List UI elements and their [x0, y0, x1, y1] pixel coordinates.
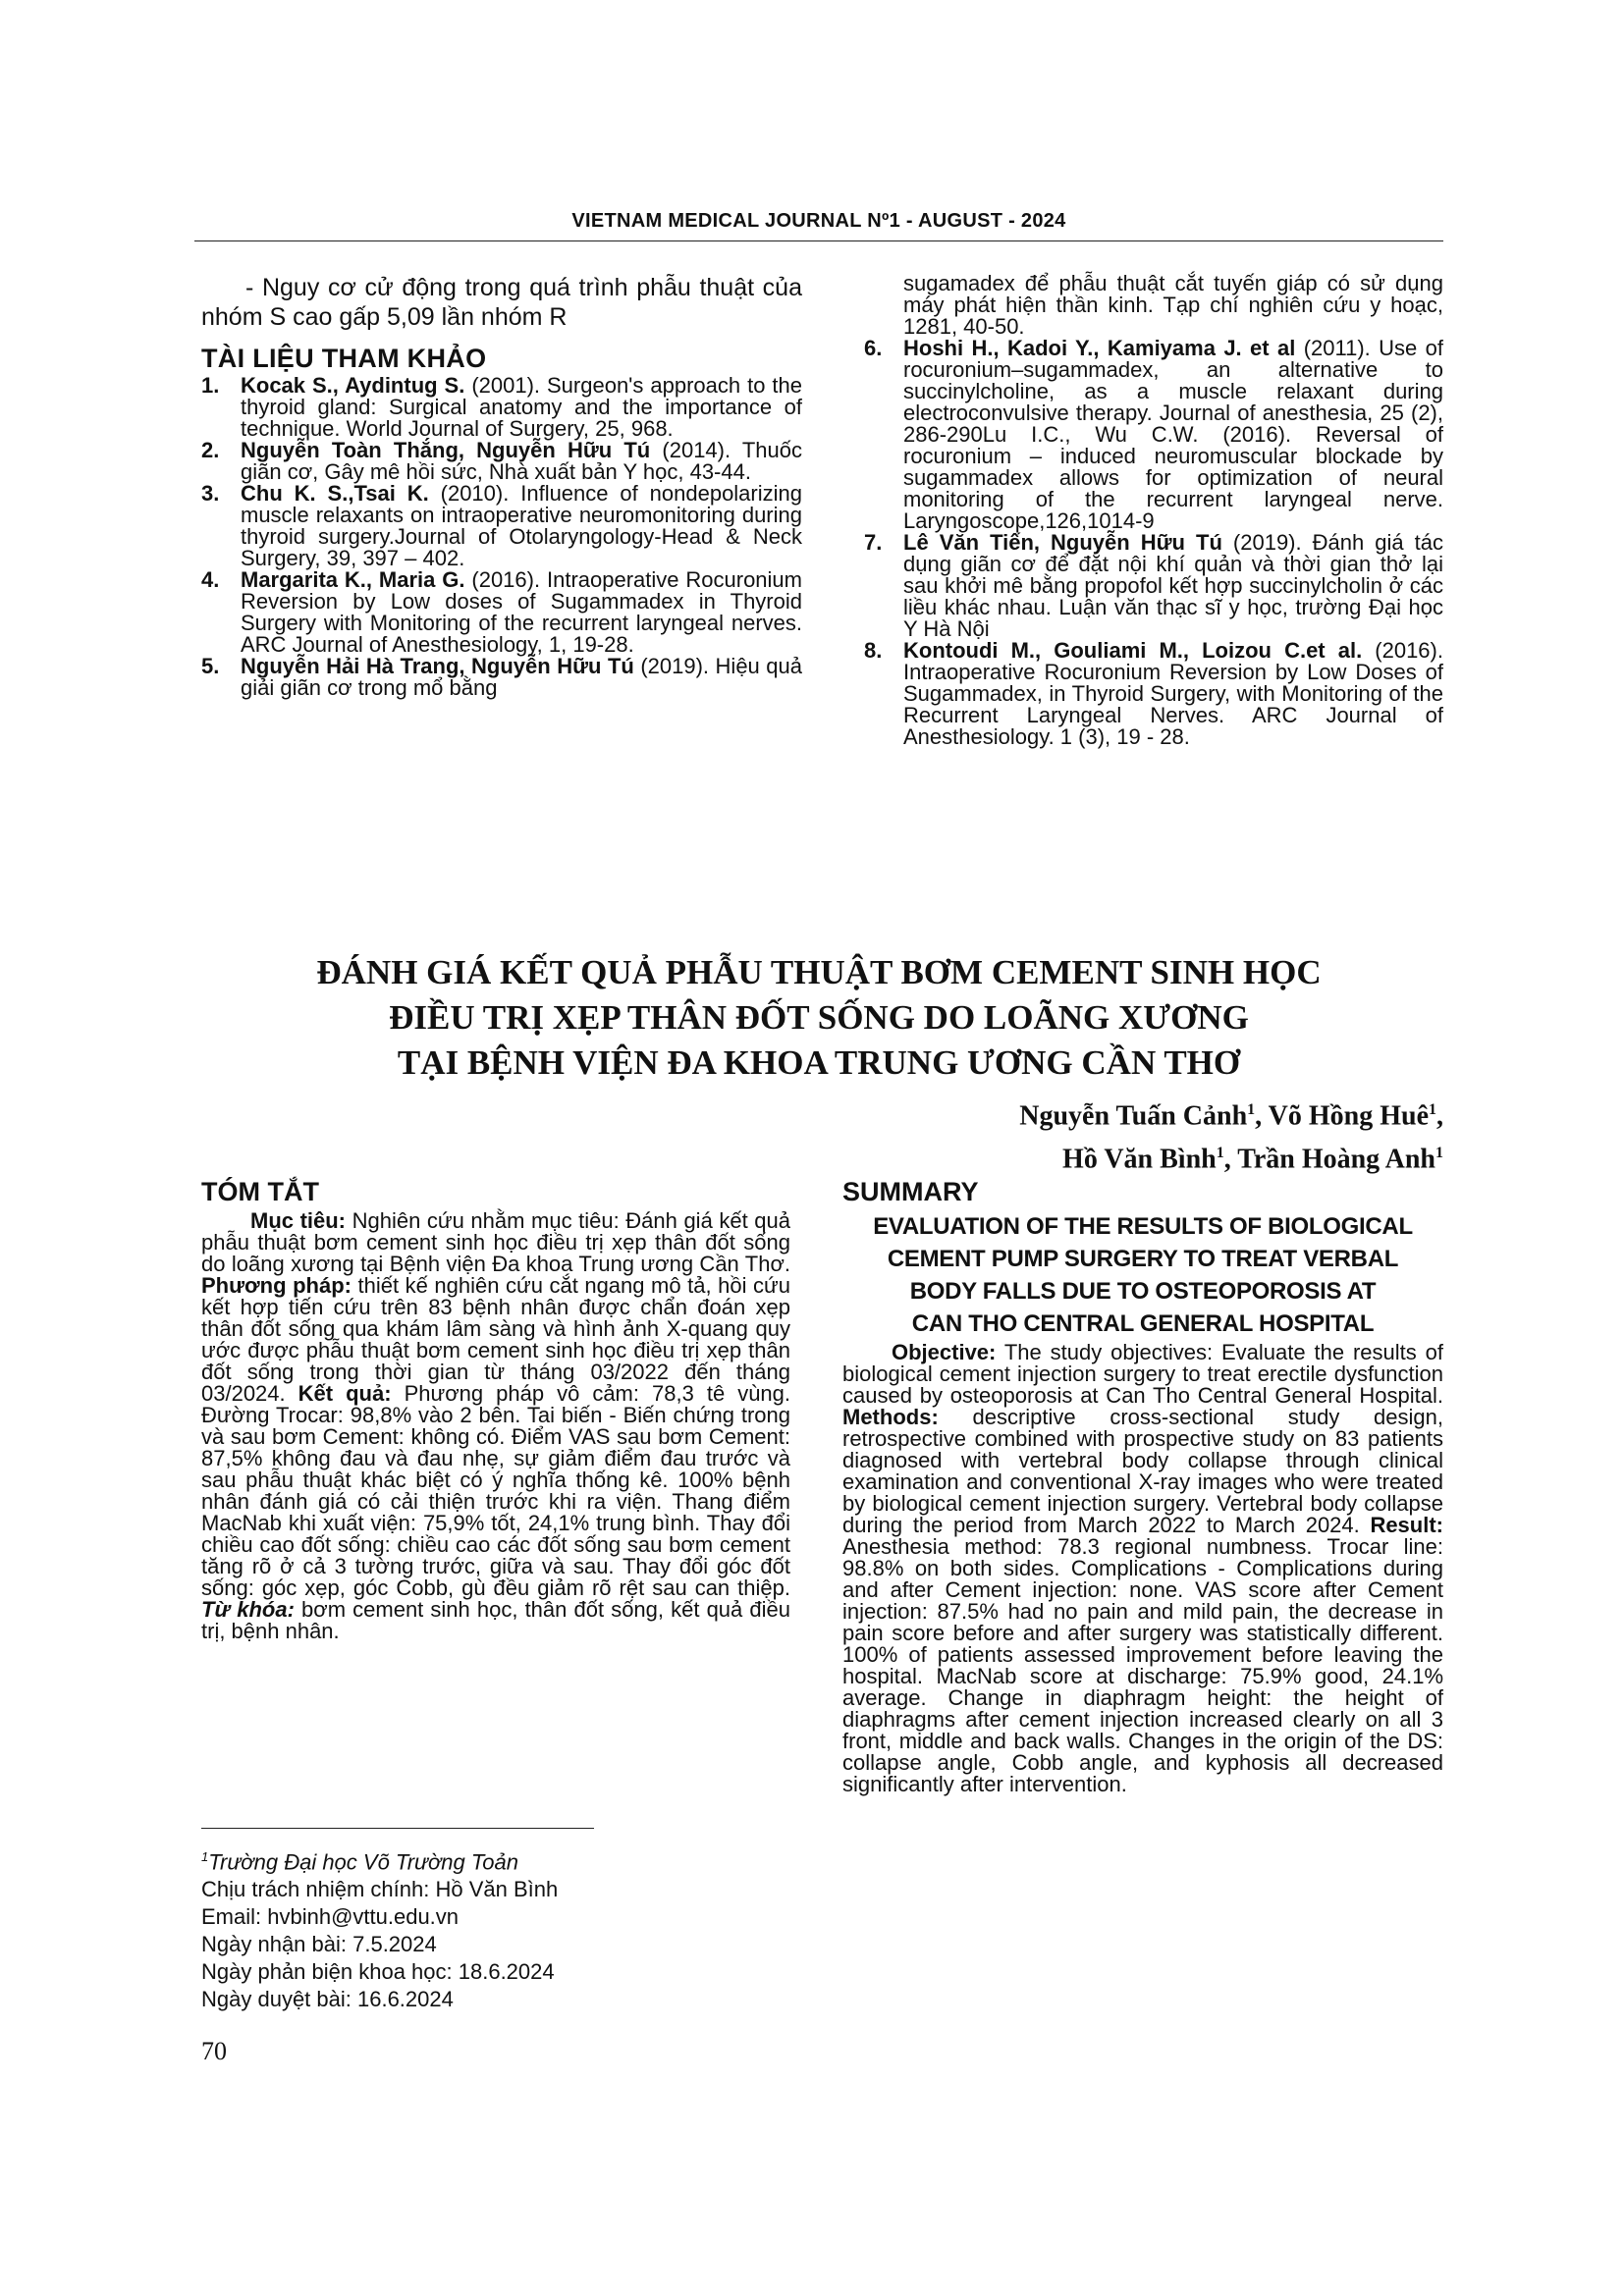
summary-en-title-line: EVALUATION OF THE RESULTS OF BIOLOGICAL: [873, 1213, 1413, 1240]
reference-text: (2016). Intraoperative Rocuronium Reversion by Low doses of Sugammadex in Thyroid Surgery with Monitoring of the recurrent laryngeal nerves. ARC Journal of Anesthesiology, 1, 19-28.: [241, 567, 802, 657]
conclusion-line: - Nguy cơ cử động trong quá trình phẫu thuật của nhóm S cao gấp 5,09 lần nhóm R: [201, 274, 802, 331]
article-title: [194, 950, 1443, 1086]
reference-authors: Nguyễn Hải Hà Trang, Nguyễn Hữu Tú: [241, 654, 634, 678]
reference-continuation: sugamadex để phẫu thuật cắt tuyến giáp có sử dụng máy phát hiện thần kinh. Tạp chí nghiên cứu y hoạc, 1281, 40-50.: [903, 271, 1443, 339]
reference-authors: Margarita K., Maria G.: [241, 567, 465, 592]
reference-number: 5.: [201, 654, 220, 678]
reference-authors: Chu K. S.,Tsai K.: [241, 481, 429, 506]
keywords-label: Từ khóa:: [201, 1597, 295, 1622]
summary-en: [842, 1177, 1443, 1796]
author-separator: ,: [1255, 1100, 1269, 1132]
reference-authors: Nguyễn Toàn Thắng, Nguyễn Hữu Tú: [241, 438, 651, 462]
reference-text: (2011). Use of rocuronium–sugammadex, an alternative to succinylcholine, as a muscle relaxant during electroconvulsive therapy. Journal of anesthesia, 25 (2), 286-290Lu I.C., Wu C.W. (2016). Reversal of rocuronium – induced neuromuscular blockade by sugammadex allows for optimization of neural monitoring of the recurrent laryngeal nerve. Laryngoscope,126,1014-9: [903, 336, 1443, 533]
reference-text: (2019). Đánh giá tác dụng giãn cơ để đặt nội khí quản và thời gian thở lại sau khởi mê bằng propofol kết hợp succinylcholin ở các liều khác nhau. Luận văn thạc sĩ y học, trường Đại học Y Hà Nội: [903, 530, 1443, 641]
methods-label: Phương pháp:: [201, 1273, 352, 1298]
results-text: Phương pháp vô cảm: 78,3 tê vùng. Đường Trocar: 98,8% vào 2 bên. Tai biến - Biến chứng trong và sau bơm Cement: không có. Điểm VAS sau bơm Cement: 87,5% không đau và đau nhẹ, sự giảm điểm đau trước và sau phẫu thuật khác biệt có ý nghĩa thống kê. 100% bệnh nhân đánh giá có cải thiện trước khi ra viện. Thang điểm MacNab khi xuất viện: 75,9% tốt, 24,1% trung bình. Thay đổi chiều cao đốt sống: chiều cao các đốt sống sau bơm cement tăng rõ ở cả 3 tường trước, giữa và sau. Thay đổi góc đốt sống: góc xẹp, góc Cobb, gù đều giảm rõ rệt sau can thiệp.: [201, 1381, 791, 1600]
corresponding-author: Chịu trách nhiệm chính: Hồ Văn Bình: [201, 1877, 559, 1902]
objective-label: Objective:: [892, 1340, 997, 1364]
reference-text: (2001). Surgeon's approach to the thyroid gland: Surgical anatomy and the importance of technique. World Journal of Surgery, 25, 968.: [241, 373, 802, 441]
summary-vi-text: [201, 1210, 790, 1642]
reference-item: [864, 532, 1443, 640]
reference-item: [864, 338, 1443, 532]
author-affiliation-mark: 1: [1435, 1145, 1443, 1162]
author-affiliation-mark: 1: [1429, 1101, 1436, 1118]
reference-authors: Lê Văn Tiến, Nguyễn Hữu Tú: [903, 530, 1222, 555]
author-affiliation-mark: 1: [1216, 1145, 1224, 1162]
reference-text: (2019). Hiệu quả giải giãn cơ trong mổ bằng: [241, 654, 802, 700]
article-authors: [1019, 1092, 1443, 1179]
reference-item: [201, 483, 802, 569]
reference-text: (2014). Thuốc giãn cơ, Gây mê hồi sức, Nhà xuất bản Y học, 43-44.: [241, 438, 802, 484]
accepted-date: Ngày duyệt bài: 16.6.2024: [201, 1987, 454, 2012]
keywords-text: bơm cement sinh học, thân đốt sống, kết quả điều trị, bệnh nhân.: [201, 1597, 790, 1643]
reference-number: 8.: [864, 638, 883, 663]
reference-number: 4.: [201, 567, 220, 592]
objective-text: Nghiên cứu nhằm mục tiêu: Đánh giá kết quả phẫu thuật bơm cement sinh học điều trị xẹp thân đốt sống do loãng xương tại Bệnh viện Đa khoa Trung ương Cần Thơ.: [201, 1208, 790, 1276]
reviewed-date: Ngày phản biện khoa học: 18.6.2024: [201, 1959, 555, 1985]
result-text: Anesthesia method: 78.3 regional numbness. Trocar line: 98.8% on both sides. Complications - Complications during and after Cement injection: none. VAS score after Cement injection: 87.5% had no pain and mild pain, the decrease in pain score before and after surgery was statistically different. 100% of patients assessed improvement before leaving the hospital. MacNab score at discharge: 75.9% good, 24.1% average. Change in diaphragm height: the height of diaphragms after cement injection increased clearly on all 3 front, middle and back walls. Changes in the origin of the DS: collapse angle, Cobb angle, and kyphosis all decreased significantly after intervention.: [842, 1534, 1443, 1796]
summary-vi: [201, 1177, 791, 1643]
methods-text: thiết kế nghiên cứu cắt ngang mô tả, hồi cứu kết hợp tiến cứu trên 83 bệnh nhân được chẩn đoán xẹp thân đốt sống qua khám lâm sàng và hình ảnh X-quang quy ước được phẫu thuật bơm cement sinh học điều trị xẹp thân đốt sống trong thời gian từ tháng 03/2022 đến tháng 03/2024.: [201, 1273, 790, 1406]
footnotes: [201, 1843, 790, 2013]
article-title-line: TẠI BỆNH VIỆN ĐA KHOA TRUNG ƯƠNG CẦN THƠ: [397, 1043, 1241, 1082]
result-label: Result:: [1370, 1513, 1443, 1537]
reference-item: [201, 440, 802, 483]
references-heading: TÀI LIỆU THAM KHẢO: [201, 344, 487, 373]
reference-item: [201, 569, 802, 656]
article-title-line: ĐIỀU TRỊ XẸP THÂN ĐỐT SỐNG DO LOÃNG XƯƠNG: [389, 998, 1249, 1037]
reference-text: (2016). Intraoperative Rocuronium Reversion by Low Doses of Sugammadex, in Thyroid Surgery, with Monitoring of the Recurrent Laryngeal Nerves. ARC Journal of Anesthesiology. 1 (3), 19 - 28.: [903, 638, 1443, 749]
author-name: Võ Hồng Huê: [1268, 1100, 1429, 1132]
email-line: Email: hvbinh@vttu.edu.vn: [201, 1904, 460, 1930]
reference-authors: Hoshi H., Kadoi Y., Kamiyama J. et al: [903, 336, 1296, 360]
reference-item: [201, 375, 802, 440]
journal-header: VIETNAM MEDICAL JOURNAL Nº1 - AUGUST - 2024: [571, 210, 1066, 232]
reference-item: [201, 656, 802, 699]
affiliation-text: Trường Đại học Võ Trường Toản: [208, 1849, 519, 1875]
reference-number: 6.: [864, 336, 883, 360]
received-date: Ngày nhận bài: 7.5.2024: [201, 1932, 437, 1957]
affiliation-footnote: [201, 1843, 790, 1876]
summary-en-title-line: CAN THO CENTRAL GENERAL HOSPITAL: [911, 1310, 1375, 1337]
prev-article-right-column: [864, 273, 1443, 748]
author-name: Trần Hoàng Anh: [1237, 1144, 1435, 1175]
affiliation-mark: 1: [201, 1849, 209, 1864]
reference-number: 3.: [201, 481, 220, 506]
prev-article-left-column: [201, 273, 802, 699]
page-number: 70: [201, 2037, 227, 2065]
reference-authors: Kocak S., Aydintug S.: [241, 373, 465, 398]
reference-item: [864, 640, 1443, 748]
author-name: Hồ Văn Bình: [1062, 1144, 1217, 1175]
author-name: Nguyễn Tuấn Cảnh: [1019, 1100, 1248, 1132]
reference-text: (2010). Influence of nondepolarizing muscle relaxants on intraoperative neuromonitoring during thyroid surgery.Journal of Otolaryngology-Head & Neck Surgery, 39, 397 – 402.: [241, 481, 802, 570]
author-separator: ,: [1436, 1100, 1443, 1132]
footnote-rule: [201, 1828, 594, 1829]
summary-en-heading: SUMMARY: [842, 1177, 979, 1206]
article-title-line: ĐÁNH GIÁ KẾT QUẢ PHẪU THUẬT BƠM CEMENT SINH HỌC: [316, 953, 1322, 991]
objective-label: Mục tiêu:: [250, 1208, 347, 1233]
reference-number: 1.: [201, 373, 220, 398]
objective-text: The study objectives: Evaluate the results of biological cement injection surgery to treat erectile dysfunction caused by osteoporosis at Can Tho Central General Hospital.: [842, 1340, 1443, 1408]
summary-en-title-line: BODY FALLS DUE TO OSTEOPOROSIS AT: [909, 1278, 1377, 1305]
summary-en-title-line: CEMENT PUMP SURGERY TO TREAT VERBAL: [887, 1246, 1399, 1272]
header-rule: [194, 240, 1443, 241]
reference-number: 7.: [864, 530, 883, 555]
summary-vi-heading: TÓM TẮT: [201, 1177, 319, 1206]
results-label: Kết quả:: [298, 1381, 392, 1406]
author-affiliation-mark: 1: [1247, 1101, 1256, 1118]
methods-label: Methods:: [842, 1405, 939, 1429]
reference-number: 2.: [201, 438, 220, 462]
summary-en-text: [842, 1342, 1443, 1795]
summary-en-title: [842, 1210, 1443, 1340]
author-separator: ,: [1223, 1144, 1238, 1175]
methods-text: descriptive cross-sectional study design, retrospective combined with prospective study on 83 patients diagnosed with vertebral body collapse through clinical examination and conventional X-ray images who were treated by biological cement injection surgery. Vertebral body collapse during the period from March 2022 to March 2024.: [842, 1405, 1443, 1537]
reference-authors: Kontoudi M., Gouliami M., Loizou C.et al.: [903, 638, 1363, 663]
